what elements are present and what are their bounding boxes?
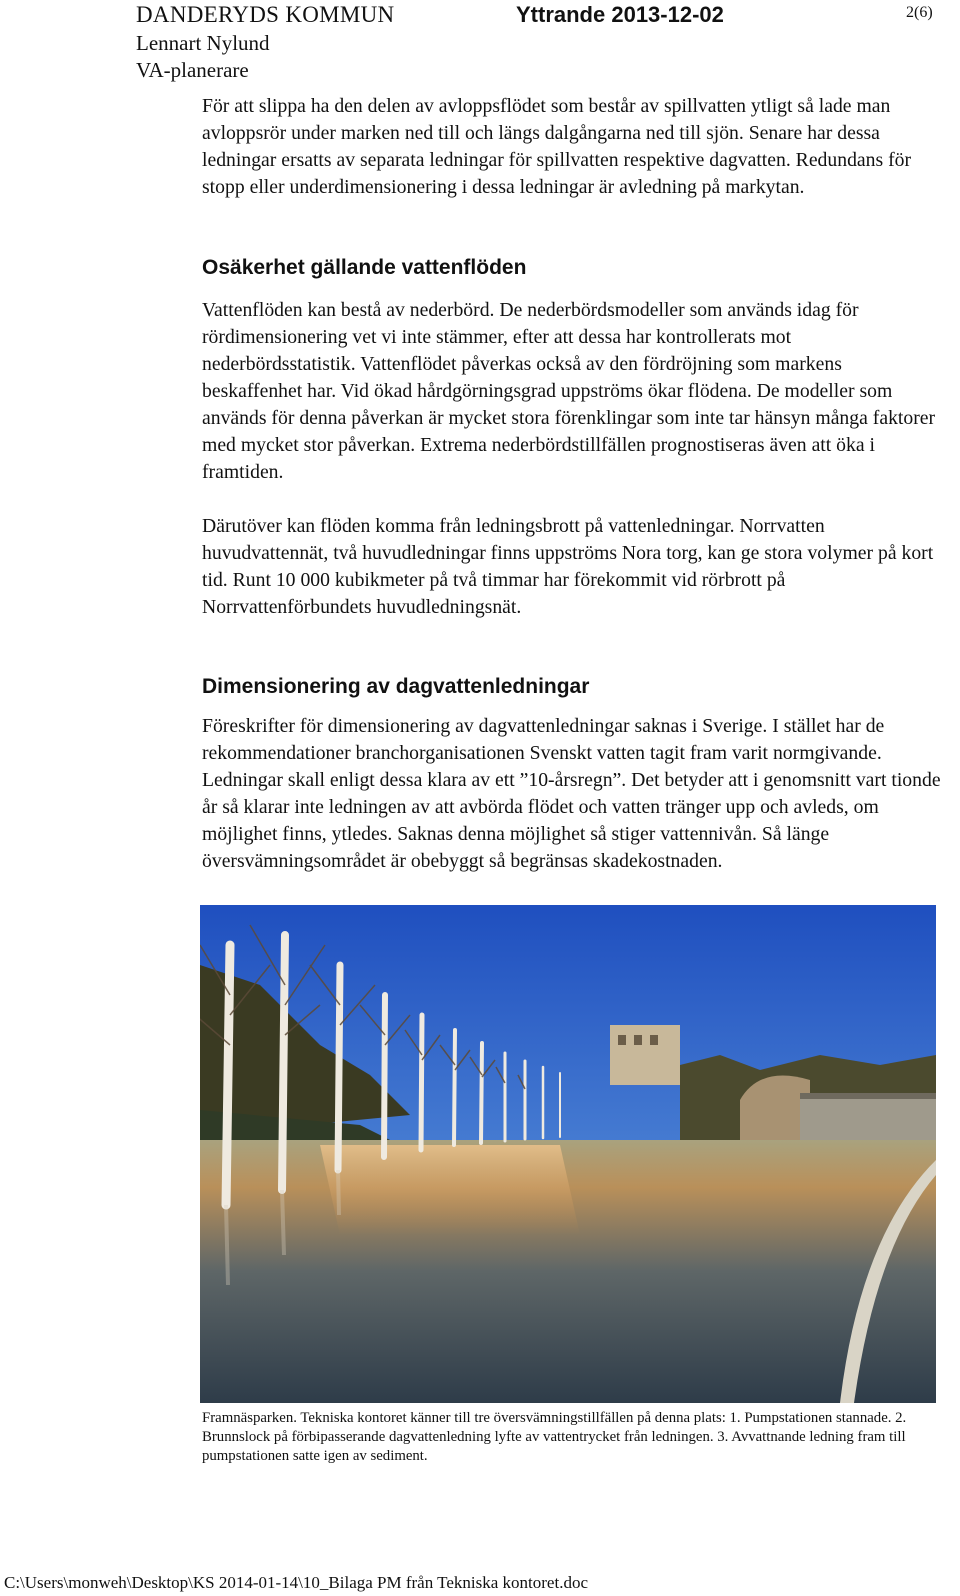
paragraph-pipe-breaks: Därutöver kan flöden komma från ledningsbrott på vattenledningar. Norrvatten huvudvattennät, två huvudledningar finns uppströms Nora torg, kan ge stora volymer på kort tid. Runt 10 000 kubikmeter på två timmar har förekommit vid rörbrott på Norrvattenförbundets huvudledningsnät.: [202, 515, 934, 618]
footer-file-path: C:\Users\monweh\Desktop\KS 2014-01-14\10_Bilaga PM från Tekniska kontoret.doc: [4, 1573, 588, 1592]
flooded-park-photo: [200, 905, 936, 1403]
intro-paragraph: För att slippa ha den delen av avloppsflödet som består av spillvatten ytligt så lade man avloppsrör under marken ned till och längs dalgångarna ned till sjön. Senare har dessa ledningar ersatts av separata ledningar för spillvatten respektive dagvatten. Redundans för stopp eller underdimensionering i dessa ledningar är avledning på markytan.: [202, 95, 912, 198]
page-number: 2(6): [906, 4, 933, 21]
author-role: VA-planerare: [136, 58, 249, 82]
section-heading-water-flows: Osäkerhet gällande vattenflöden: [202, 256, 527, 279]
document-type-date: Yttrande 2013-12-02: [516, 2, 724, 27]
organization-name: DANDERYDS KOMMUN: [136, 2, 395, 27]
section-heading-dimensioning: Dimensionering av dagvattenledningar: [202, 675, 590, 698]
paragraph-precipitation: Vattenflöden kan bestå av nederbörd. De nederbördsmodeller som används idag för rördimensionering vet vi inte stämmer, efter att dessa har kontrollerats mot nederbördsstatistik. Vattenflödet påverkas också av den fördröjning som markens beskaffenhet har. Vid ökad hårdgörningsgrad uppströms ökar flödena. De modeller som används för denna påverkan är mycket stora förenklingar som inte tar hänsyn många faktorer med mycket stor påverkan. Extrema nederbördstillfällen prognostiseras även att öka i framtiden.: [202, 299, 936, 483]
author-name: Lennart Nylund: [136, 31, 270, 55]
photo-caption: Framnäsparken. Tekniska kontoret känner till tre översvämningstillfällen på denna plats: 1. Pumpstationen stannade. 2. Brunnslock på förbipasserande dagvattenledning lyfte av vattentrycket från ledningen. 3. Avvattnande ledning fram till pumpstationen satte igen av sediment.: [202, 1410, 907, 1464]
flooded-park-illustration: [200, 905, 936, 1403]
paragraph-dimensioning: Föreskrifter för dimensionering av dagvattenledningar saknas i Sverige. I stället har de rekommendationer branchorganisationen Svenskt vatten tagit fram varit normgivande. Ledningar skall enligt dessa klara av ett ”10-årsregn”. Det betyder att i genomsnitt vart tionde år så klarar inte ledningen av att avbörda flödet och vatten tränger upp och avleds, om möjlighet finns, ytledes. Saknas denna möjlighet så stiger vattennivån. Så länge översvämningsområdet är obebyggt så begränsas skadekostnaden.: [202, 715, 941, 872]
